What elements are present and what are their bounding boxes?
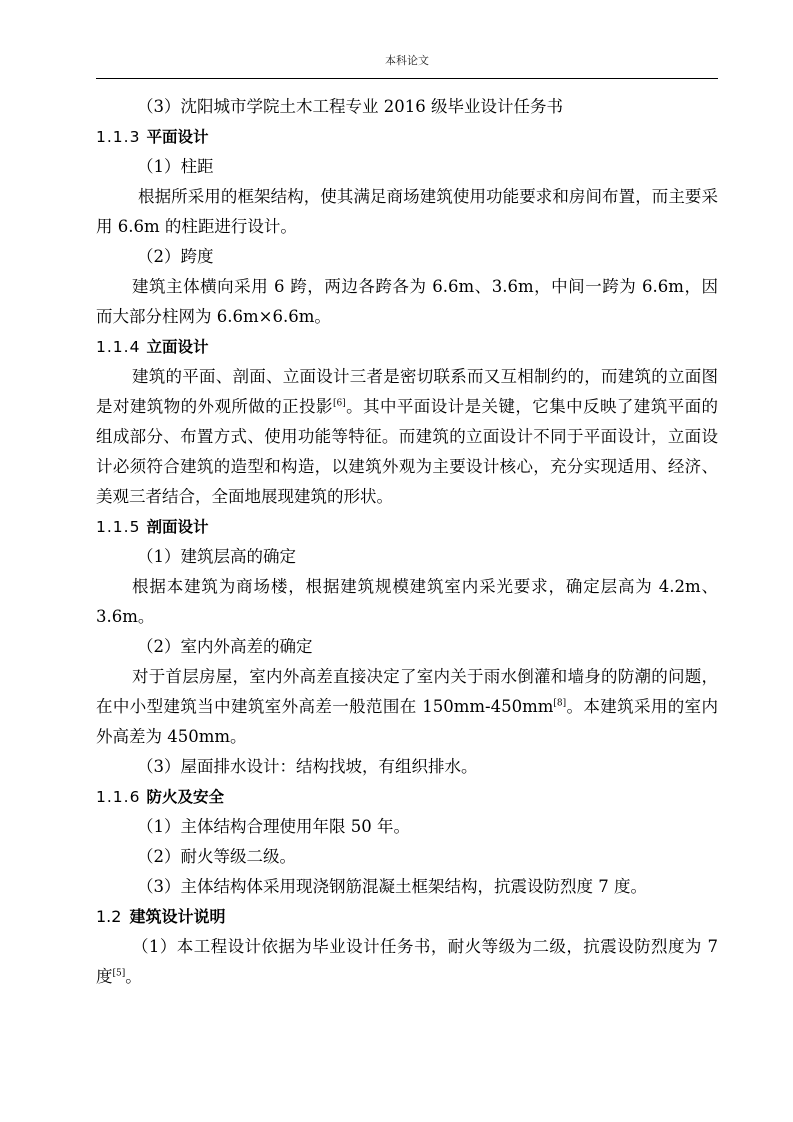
paragraph-gaocha [96,662,718,752]
citation: [5] [112,968,126,979]
item-gaocha: （2）室内外高差的确定 [137,637,313,656]
section-number: 1.1.5 [96,518,141,536]
citation: [6] [332,398,346,409]
section-heading-1-1-3 [96,122,718,152]
section-number: 1.1.4 [96,338,141,356]
section-heading-1-2 [96,902,718,932]
paragraph-text: 。本建筑采用的室内外高差为 450mm。 [96,697,718,746]
section-number: 1.1.3 [96,128,141,146]
section-heading-1-1-6 [96,782,718,812]
paragraph-limian [96,362,718,512]
item-kuadu: （2）跨度 [137,247,214,266]
paragraph-text: 建筑的平面、剖面、立面设计三者是密切联系而又互相制约的，而建筑的立面图是对建筑物的外观所做的正投影 [96,367,718,416]
section-heading-1-1-5 [96,512,718,542]
item-zhuju: （1）柱距 [137,157,214,176]
document-body [96,92,718,992]
paragraph-cenggao: 根据本建筑为商场楼，根据建筑规模建筑室内采光要求，确定层高为 4.2m、3.6m。 [96,577,718,626]
paragraph-text: （1）本工程设计依据为毕业设计任务书，耐火等级为二级，抗震设防烈度为 7 度 [96,937,718,986]
item-fire-1: （1）主体结构合理使用年限 50 年。 [137,817,410,836]
paragraph-text: 。 [125,967,142,986]
paragraph-kuadu: 建筑主体横向采用 6 跨，两边各跨各为 6.6m、3.6m，中间一跨为 6.6m，因而大部分柱网为 6.6m×6.6m。 [96,277,718,326]
item-fire-2: （2）耐火等级二级。 [137,847,296,866]
section-title: 平面设计 [146,128,209,146]
section-title: 防火及安全 [146,788,224,806]
task-book-line: （3）沈阳城市学院土木工程专业 2016 级毕业设计任务书 [137,97,563,116]
paragraph-zhuju: 根据所采用的框架结构，使其满足商场建筑使用功能要求和房间布置，而主要采用 6.6m 的柱距进行设计。 [96,187,718,236]
section-title: 剖面设计 [146,518,209,536]
section-heading-1-1-4 [96,332,718,362]
section-number: 1.1.6 [96,788,141,806]
section-title: 立面设计 [146,338,209,356]
item-paishui: （3）屋面排水设计：结构找坡，有组织排水。 [137,757,478,776]
item-fire-3: （3）主体结构体采用现浇钢筋混凝土框架结构，抗震设防烈度 7 度。 [137,877,647,896]
paragraph-text: 对于首层房屋，室内外高差直接决定了室内关于雨水倒灌和墙身的防潮的问题，在中小型建筑当中建筑室外高差一般范围在 150mm-450mm [96,667,718,716]
section-number: 1.2 [96,907,122,926]
section-title: 建筑设计说明 [129,907,226,926]
paragraph-text: 。其中平面设计是关键，它集中反映了建筑平面的组成部分、布置方式、使用功能等特征。而建筑的立面设计不同于平面设计，立面设计必须符合建筑的造型和构造，以建筑外观为主要设计核心，充分实现适用、经济、美观三者结合，全面地展现建筑的形状。 [96,397,719,506]
item-cenggao: （1）建筑层高的确定 [137,547,296,566]
paragraph-design-basis [96,932,718,992]
citation: [8] [553,698,567,709]
header-text: 本科论文 [385,54,429,67]
page-header [96,50,718,79]
